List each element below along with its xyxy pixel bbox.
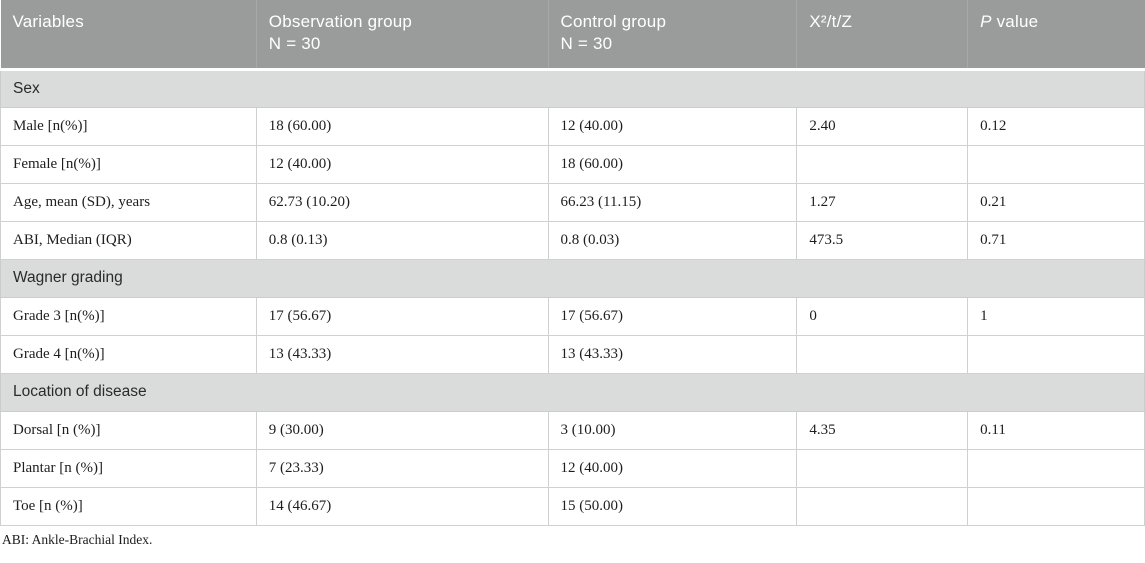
cell-p-value <box>968 487 1145 525</box>
cell-statistic <box>797 487 968 525</box>
cell-observation: 0.8 (0.13) <box>256 221 548 259</box>
table-row-grade-3 <box>1 297 1145 335</box>
table-footnote: ABI: Ankle-Brachial Index. <box>2 531 153 547</box>
table-row-male <box>1 107 1145 145</box>
cell-control: 66.23 (11.15) <box>548 183 797 221</box>
cell-observation: 17 (56.67) <box>256 297 548 335</box>
section-title: Sex <box>1 69 1145 107</box>
section-row-location-of-disease <box>1 373 1145 411</box>
cell-statistic: 0 <box>797 297 968 335</box>
cell-variable: Grade 3 [n(%)] <box>1 297 257 335</box>
cell-control: 3 (10.00) <box>548 411 797 449</box>
cell-statistic <box>797 335 968 373</box>
cell-control: 15 (50.00) <box>548 487 797 525</box>
cell-variable: Male [n(%)] <box>1 107 257 145</box>
cell-control: 17 (56.67) <box>548 297 797 335</box>
cell-p-value <box>968 449 1145 487</box>
cell-variable: Grade 4 [n(%)] <box>1 335 257 373</box>
cell-observation: 62.73 (10.20) <box>256 183 548 221</box>
cell-p-value <box>968 145 1145 183</box>
col-header-p-rest: value <box>996 12 1039 31</box>
table-row-abi <box>1 221 1145 259</box>
section-title: Location of disease <box>1 373 1145 411</box>
cell-observation: 7 (23.33) <box>256 449 548 487</box>
table-row-female <box>1 145 1145 183</box>
col-header-control-label: Control group <box>560 12 667 31</box>
col-header-observation-group <box>256 0 548 69</box>
header-row <box>1 0 1145 69</box>
cell-statistic: 473.5 <box>797 221 968 259</box>
cell-statistic: 1.27 <box>797 183 968 221</box>
cell-p-value: 0.12 <box>968 107 1145 145</box>
cell-statistic: 4.35 <box>797 411 968 449</box>
cell-p-value <box>968 335 1145 373</box>
col-header-variables-label: Variables <box>12 12 84 31</box>
cell-variable: Female [n(%)] <box>1 145 257 183</box>
table-row-dorsal <box>1 411 1145 449</box>
section-title: Wagner grading <box>1 259 1145 297</box>
table-row-grade-4 <box>1 335 1145 373</box>
cell-control: 13 (43.33) <box>548 335 797 373</box>
cell-statistic <box>797 145 968 183</box>
col-header-variables <box>1 0 257 69</box>
cell-observation: 12 (40.00) <box>256 145 548 183</box>
table-row-toe <box>1 487 1145 525</box>
cell-statistic <box>797 449 968 487</box>
col-header-p-value <box>968 0 1145 69</box>
col-header-statistic <box>797 0 968 69</box>
cell-observation: 13 (43.33) <box>256 335 548 373</box>
cell-observation: 9 (30.00) <box>256 411 548 449</box>
col-header-p-italic: P <box>980 12 992 31</box>
cell-control: 12 (40.00) <box>548 449 797 487</box>
cell-variable: Toe [n (%)] <box>1 487 257 525</box>
col-header-statistic-label: X²/t/Z <box>809 12 853 31</box>
cell-p-value: 0.21 <box>968 183 1145 221</box>
cell-p-value: 1 <box>968 297 1145 335</box>
cell-variable: Age, mean (SD), years <box>1 183 257 221</box>
table-row-age <box>1 183 1145 221</box>
cell-observation: 18 (60.00) <box>256 107 548 145</box>
col-header-observation-n: N = 30 <box>268 34 321 53</box>
cell-p-value: 0.71 <box>968 221 1145 259</box>
col-header-control-group <box>548 0 797 69</box>
cell-control: 0.8 (0.03) <box>548 221 797 259</box>
section-row-sex <box>1 69 1145 107</box>
cell-variable: Dorsal [n (%)] <box>1 411 257 449</box>
cell-statistic: 2.40 <box>797 107 968 145</box>
cell-observation: 14 (46.67) <box>256 487 548 525</box>
col-header-control-n: N = 30 <box>560 34 613 53</box>
cell-control: 18 (60.00) <box>548 145 797 183</box>
cell-control: 12 (40.00) <box>548 107 797 145</box>
cell-p-value: 0.11 <box>968 411 1145 449</box>
section-row-wagner-grading <box>1 259 1145 297</box>
table-row-plantar <box>1 449 1145 487</box>
col-header-observation-label: Observation group <box>268 12 413 31</box>
cell-variable: Plantar [n (%)] <box>1 449 257 487</box>
cell-variable: ABI, Median (IQR) <box>1 221 257 259</box>
